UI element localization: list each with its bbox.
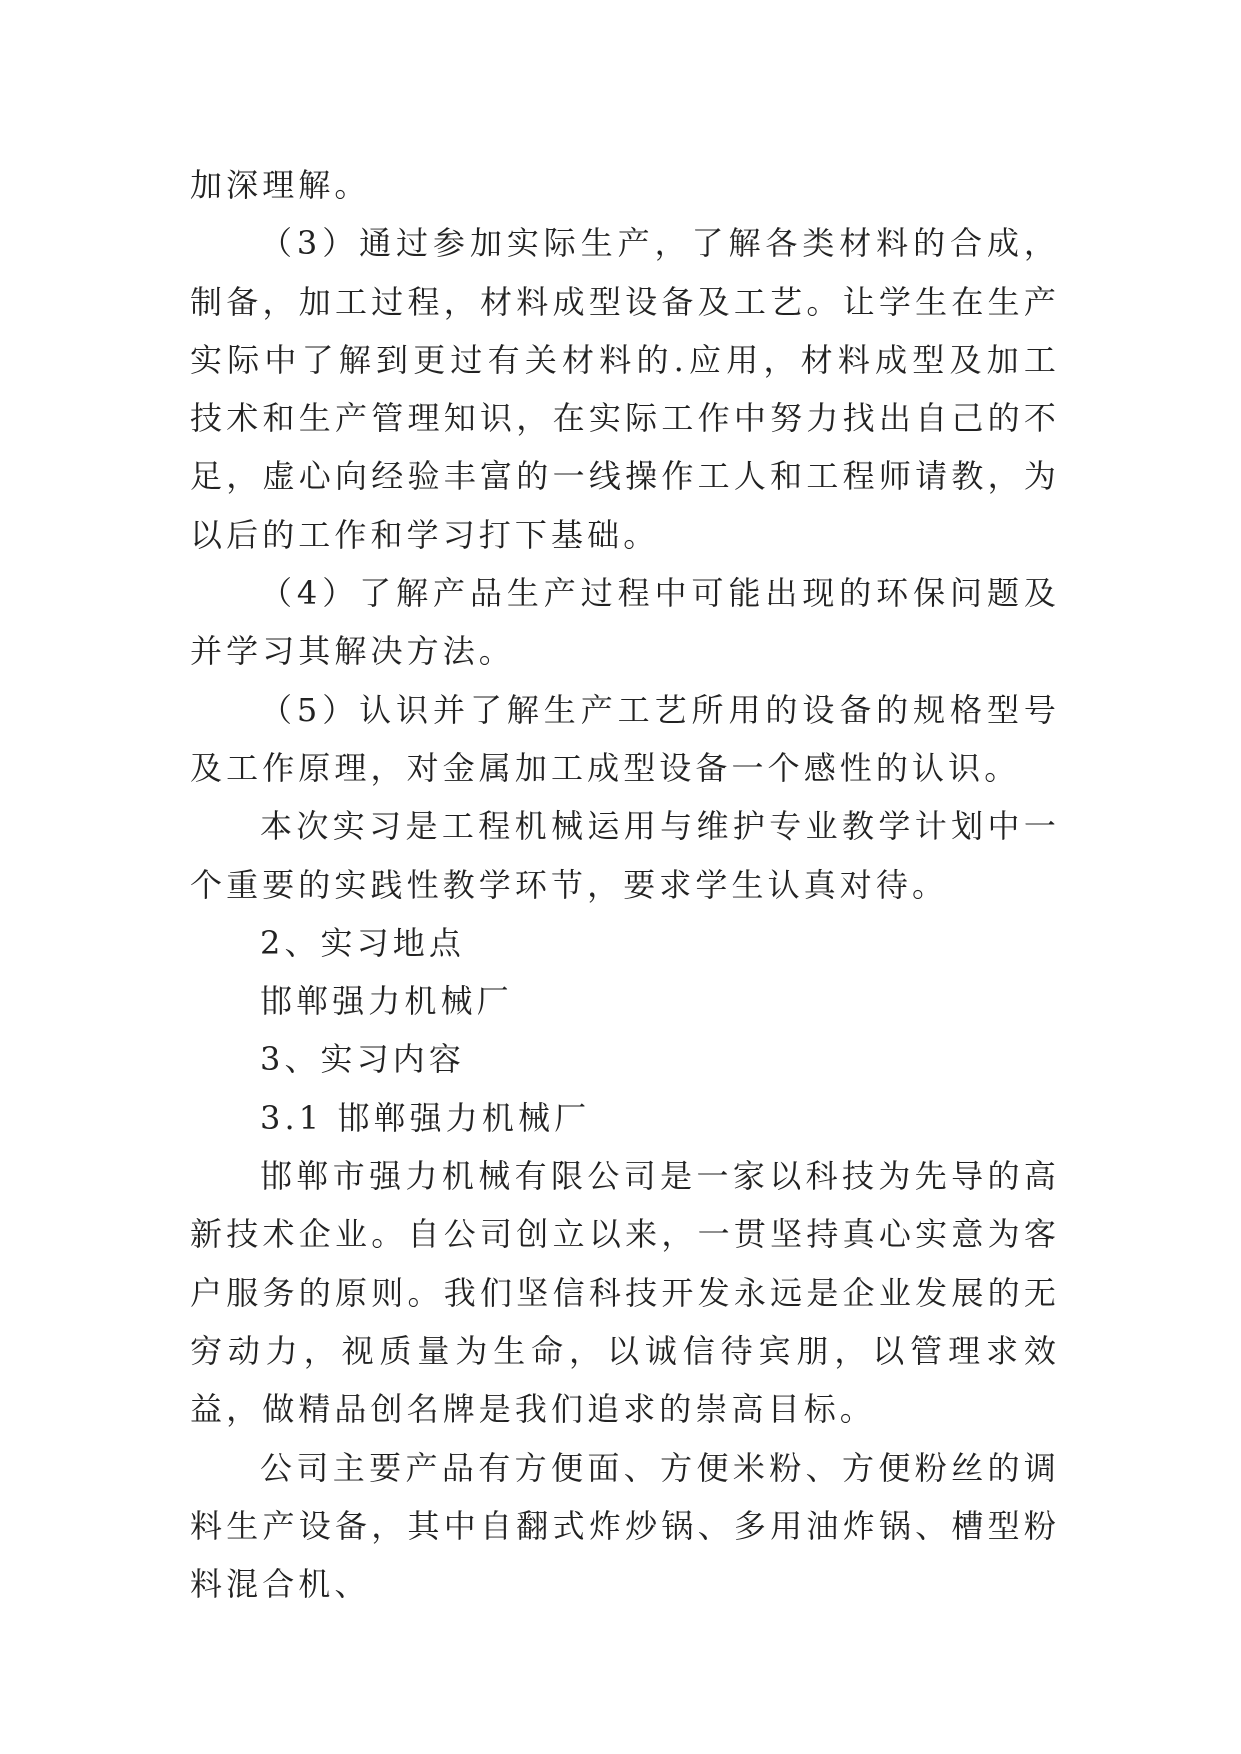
paragraph-products: 公司主要产品有方便面、方便米粉、方便粉丝的调料生产设备，其中自翻式炸炒锅、多用油炸锅、槽型粉料混合机、 bbox=[190, 1448, 1060, 1604]
section-heading-content: 3、实习内容 bbox=[260, 1040, 465, 1079]
paragraph-continuation: 加深理解。 bbox=[190, 166, 371, 204]
paragraph-item-4: （4）了解产品生产过程中可能出现的环保问题及并学习其解决方法。 bbox=[190, 574, 1060, 671]
subsection-heading: 3.1 邯郸强力机械厂 bbox=[260, 1098, 591, 1137]
location-text: 邯郸强力机械厂 bbox=[260, 982, 513, 1021]
paragraph-summary: 本次实习是工程机械运用与维护专业教学计划中一个重要的实践性教学环节，要求学生认真对待。 bbox=[190, 807, 1060, 904]
paragraph-item-3: （3）通过参加实际生产，了解各类材料的合成，制备，加工过程，材料成型设备及工艺。让学生在生产实际中了解到更过有关材料的.应用，材料成型及加工技术和生产管理知识，在实际工作中努力找出自己的不足，虚心向经验丰富的一线操作工人和工程师请教，为以后的工作和学习打下基础。 bbox=[190, 224, 1060, 554]
paragraph-company-intro: 邯郸市强力机械有限公司是一家以科技为先导的高新技术企业。自公司创立以来，一贯坚持真心实意为客户服务的原则。我们坚信科技开发永远是企业发展的无穷动力，视质量为生命，以诚信待宾朋，以管理求效益，做精品创名牌是我们追求的崇高目标。 bbox=[190, 1157, 1060, 1429]
document-body bbox=[190, 156, 1060, 1613]
section-heading-location: 2、实习地点 bbox=[260, 923, 465, 962]
paragraph-item-5: （5）认识并了解生产工艺所用的设备的规格型号及工作原理，对金属加工成型设备一个感性的认识。 bbox=[190, 690, 1060, 787]
